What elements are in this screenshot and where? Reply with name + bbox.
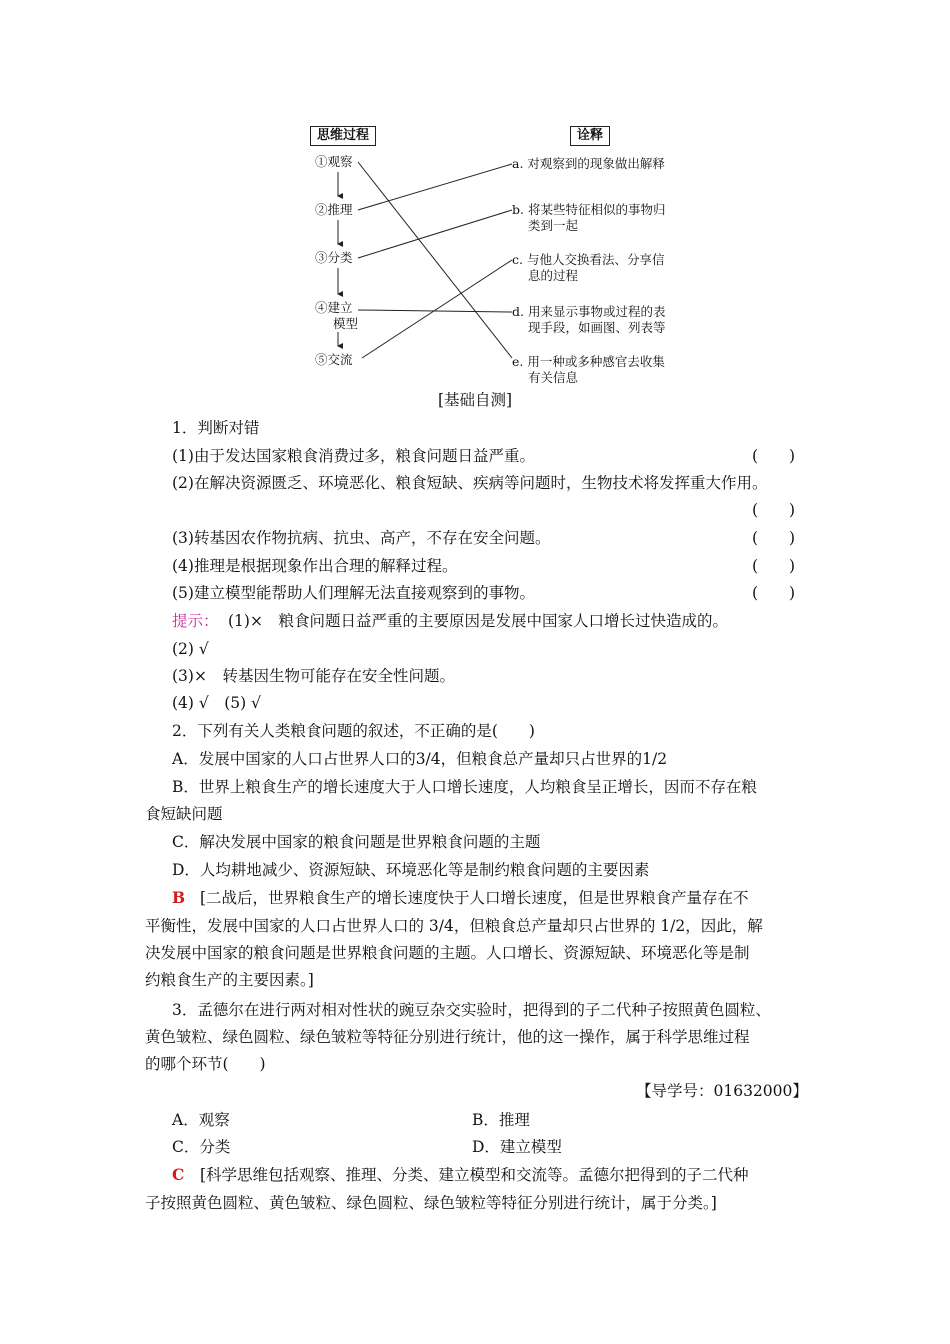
q1-hint-1: (1)× 粮食问题日益严重的主要原因是发展中国家人口增长过快造成的。 xyxy=(228,612,728,630)
def-a: a. 对观察到的现象做出解释 xyxy=(512,156,665,171)
q3-explanation-2: 子按照黄色圆粒、黄色皱粒、绿色圆粒、绿色皱粒等特征分别进行统计，属于分类。] xyxy=(145,1194,717,1212)
q1-paren-3: ( ) xyxy=(752,529,796,547)
q2-explanation-4: 约粮食生产的主要因素。] xyxy=(145,971,314,989)
q3-option-d: D．建立模型 xyxy=(472,1138,562,1156)
left-header: 思维过程 xyxy=(310,126,376,146)
def-b-1: b. 将某些特征相似的事物归 xyxy=(512,202,666,217)
match-reason-a xyxy=(358,164,512,210)
step-reason: ②推理 xyxy=(315,202,353,217)
q2-option-c: C．解决发展中国家的粮食问题是世界粮食问题的主题 xyxy=(172,833,541,851)
section-title: [基础自测] xyxy=(438,391,513,409)
q3-stem-1: 3．孟德尔在进行两对相对性状的豌豆杂交实验时，把得到的子二代种子按照黄色圆粒、 xyxy=(172,1001,771,1019)
diagram-connectors xyxy=(0,0,950,400)
q2-option-a: A．发展中国家的人口占世界人口的3/4，但粮食总产量却只占世界的1/2 xyxy=(172,750,668,768)
q3-answer: C xyxy=(172,1165,185,1184)
right-header: 诠释 xyxy=(570,126,610,146)
step-model-2: 模型 xyxy=(333,316,359,331)
def-b-2: 类到一起 xyxy=(528,218,579,233)
q1-hint-3: (3)× 转基因生物可能存在安全性问题。 xyxy=(172,667,455,685)
def-c-1: c. 与他人交换看法、分享信 xyxy=(512,252,665,267)
q3-explanation-1: [科学思维包括观察、推理、分类、建立模型和交流等。孟德尔把得到的子二代种 xyxy=(200,1166,749,1184)
q1-item-2: (2)在解决资源匮乏、环境恶化、粮食短缺、疾病等问题时，生物技术将发挥重大作用。 xyxy=(172,474,768,492)
q1-item-5: (5)建立模型能帮助人们理解无法直接观察到的事物。 xyxy=(172,584,535,602)
def-e-2: 有关信息 xyxy=(528,370,579,385)
q3-option-a: A．观察 xyxy=(172,1111,230,1129)
q1-title: 1．判断对错 xyxy=(172,419,260,437)
q2-option-b-2: 食短缺问题 xyxy=(145,805,223,823)
q3-study-number: 【导学号：01632000】 xyxy=(636,1082,808,1100)
q1-hint-label: 提示： xyxy=(172,612,219,630)
q2-explanation-1: [二战后，世界粮食生产的增长速度快于人口增长速度，但是世界粮食产量存在不 xyxy=(200,889,749,907)
q3-option-b: B．推理 xyxy=(472,1111,530,1129)
q1-paren-1: ( ) xyxy=(752,447,796,465)
def-d-1: d. 用来显示事物或过程的表 xyxy=(512,304,666,319)
q1-paren-4: ( ) xyxy=(752,557,796,575)
def-d-2: 现手段，如画图、列表等 xyxy=(528,320,666,335)
match-communicate-c xyxy=(362,260,512,358)
q1-item-4: (4)推理是根据现象作出合理的解释过程。 xyxy=(172,557,458,575)
q1-hint-4: (4) √ (5) √ xyxy=(172,694,262,712)
match-classify-b xyxy=(358,210,512,258)
q1-paren-2: ( ) xyxy=(752,501,796,519)
q1-item-1: (1)由于发达国家粮食消费过多，粮食问题日益严重。 xyxy=(172,447,535,465)
step-classify: ③分类 xyxy=(315,250,353,265)
q2-explanation-2: 平衡性，发展中国家的人口占世界人口的 3/4，但粮食总产量却只占世界的 1/2，因此，解 xyxy=(145,917,763,935)
def-e-1: e. 用一种或多种感官去收集 xyxy=(512,354,665,369)
step-model-1: ④建立 xyxy=(315,300,353,315)
q1-paren-5: ( ) xyxy=(752,584,796,602)
q2-explanation-3: 决发展中国家的粮食问题是世界粮食问题的主题。人口增长、资源短缺、环境恶化等是制 xyxy=(145,944,750,962)
q2-stem: 2．下列有关人类粮食问题的叙述，不正确的是( ) xyxy=(172,722,535,740)
q3-stem-2: 黄色皱粒、绿色圆粒、绿色皱粒等特征分别进行统计，他的这一操作，属于科学思维过程 xyxy=(145,1028,750,1046)
q2-option-b-1: B．世界上粮食生产的增长速度大于人口增长速度，人均粮食呈正增长，因而不存在粮 xyxy=(172,778,757,796)
q3-stem-3: 的哪个环节( ) xyxy=(145,1055,266,1073)
q1-hint-2: (2) √ xyxy=(172,640,209,658)
q2-answer: B xyxy=(172,888,186,907)
step-communicate: ⑤交流 xyxy=(315,352,353,367)
def-c-2: 息的过程 xyxy=(528,268,579,283)
q2-option-d: D．人均耕地减少、资源短缺、环境恶化等是制约粮食问题的主要因素 xyxy=(172,861,650,879)
step-observe: ①观察 xyxy=(315,154,353,169)
q3-option-c: C．分类 xyxy=(172,1138,231,1156)
q1-item-3: (3)转基因农作物抗病、抗虫、高产，不存在安全问题。 xyxy=(172,529,551,547)
match-observe-e xyxy=(358,162,512,358)
